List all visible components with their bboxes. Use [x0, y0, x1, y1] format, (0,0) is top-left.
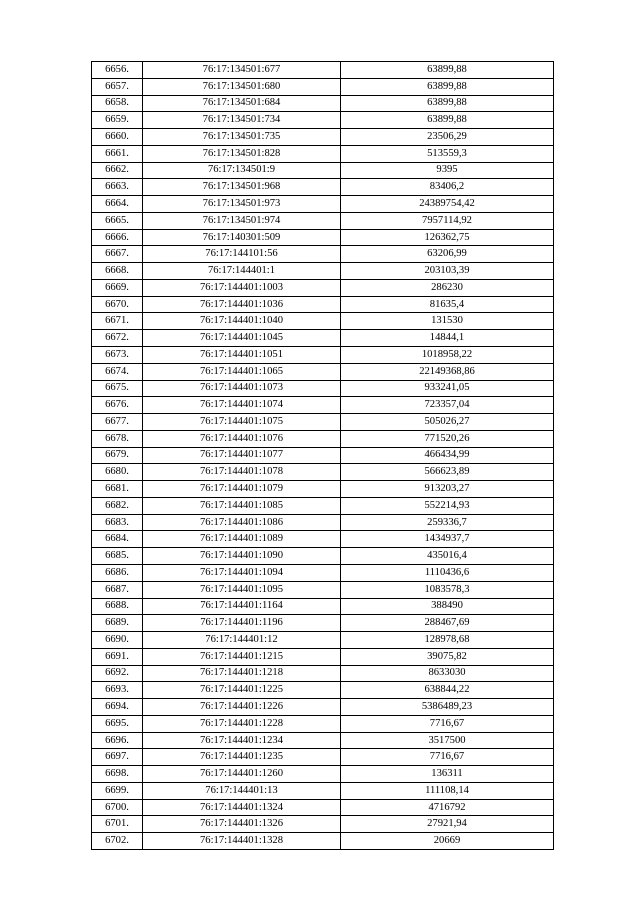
cadastral-number-cell: 76:17:134501:734: [143, 112, 341, 129]
value-cell: 7716,67: [341, 749, 554, 766]
table-row: [92, 497, 554, 514]
value-cell: 39075,82: [341, 648, 554, 665]
cadastral-number-cell: 76:17:134501:828: [143, 145, 341, 162]
cadastral-number-cell: 76:17:144401:1077: [143, 447, 341, 464]
table-row: [92, 732, 554, 749]
table-row: [92, 699, 554, 716]
row-number-cell: 6663.: [92, 179, 143, 196]
table-row: [92, 330, 554, 347]
value-cell: 63899,88: [341, 95, 554, 112]
value-cell: 1110436,6: [341, 564, 554, 581]
cadastral-number-cell: 76:17:144401:1078: [143, 464, 341, 481]
cadastral-number-cell: 76:17:144401:1215: [143, 648, 341, 665]
table-row: [92, 179, 554, 196]
cadastral-number-cell: 76:17:144401:1040: [143, 313, 341, 330]
row-number-cell: 6701.: [92, 816, 143, 833]
value-cell: 388490: [341, 598, 554, 615]
value-cell: 8633030: [341, 665, 554, 682]
row-number-cell: 6667.: [92, 246, 143, 263]
row-number-cell: 6662.: [92, 162, 143, 179]
cadastral-number-cell: 76:17:144401:1095: [143, 581, 341, 598]
row-number-cell: 6685.: [92, 548, 143, 565]
cadastral-number-cell: 76:17:144401:13: [143, 782, 341, 799]
value-cell: 81635,4: [341, 296, 554, 313]
value-cell: 3517500: [341, 732, 554, 749]
row-number-cell: 6666.: [92, 229, 143, 246]
value-cell: 203103,39: [341, 263, 554, 280]
value-cell: 552214,93: [341, 497, 554, 514]
cadastral-number-cell: 76:17:144401:1090: [143, 548, 341, 565]
table-row: [92, 380, 554, 397]
table-row: [92, 296, 554, 313]
row-number-cell: 6694.: [92, 699, 143, 716]
cadastral-number-cell: 76:17:144401:1085: [143, 497, 341, 514]
value-cell: 513559,3: [341, 145, 554, 162]
table-row: [92, 112, 554, 129]
value-cell: 63899,88: [341, 62, 554, 79]
value-cell: 933241,05: [341, 380, 554, 397]
table-row: [92, 615, 554, 632]
table-row: [92, 229, 554, 246]
table-row: [92, 212, 554, 229]
table-row: [92, 62, 554, 79]
value-cell: 131530: [341, 313, 554, 330]
row-number-cell: 6684.: [92, 531, 143, 548]
row-number-cell: 6700.: [92, 799, 143, 816]
table-row: [92, 196, 554, 213]
cadastral-number-cell: 76:17:144401:1079: [143, 481, 341, 498]
row-number-cell: 6659.: [92, 112, 143, 129]
table-row: [92, 162, 554, 179]
cadastral-number-cell: 76:17:144401:1073: [143, 380, 341, 397]
cadastral-number-cell: 76:17:144401:1089: [143, 531, 341, 548]
table-row: [92, 414, 554, 431]
cadastral-number-cell: 76:17:144401:1226: [143, 699, 341, 716]
cadastral-number-cell: 76:17:144401:1036: [143, 296, 341, 313]
row-number-cell: 6672.: [92, 330, 143, 347]
value-cell: 1018958,22: [341, 347, 554, 364]
value-cell: 1434937,7: [341, 531, 554, 548]
table-row: [92, 129, 554, 146]
value-cell: 7716,67: [341, 715, 554, 732]
value-cell: 4716792: [341, 799, 554, 816]
cadastral-number-cell: 76:17:144401:1234: [143, 732, 341, 749]
value-cell: 435016,4: [341, 548, 554, 565]
row-number-cell: 6673.: [92, 347, 143, 364]
row-number-cell: 6678.: [92, 430, 143, 447]
value-cell: 128978,68: [341, 632, 554, 649]
table-body: [92, 62, 554, 850]
row-number-cell: 6658.: [92, 95, 143, 112]
table-row: [92, 598, 554, 615]
cadastral-number-cell: 76:17:144401:1324: [143, 799, 341, 816]
value-cell: 63899,88: [341, 78, 554, 95]
row-number-cell: 6702.: [92, 833, 143, 850]
row-number-cell: 6677.: [92, 414, 143, 431]
cadastral-number-cell: 76:17:144401:12: [143, 632, 341, 649]
row-number-cell: 6656.: [92, 62, 143, 79]
table-row: [92, 581, 554, 598]
row-number-cell: 6676.: [92, 397, 143, 414]
cadastral-number-cell: 76:17:144401:1225: [143, 682, 341, 699]
row-number-cell: 6697.: [92, 749, 143, 766]
row-number-cell: 6696.: [92, 732, 143, 749]
value-cell: 505026,27: [341, 414, 554, 431]
cadastral-number-cell: 76:17:144401:1076: [143, 430, 341, 447]
cadastral-number-cell: 76:17:134501:973: [143, 196, 341, 213]
cadastral-number-cell: 76:17:144401:1086: [143, 514, 341, 531]
row-number-cell: 6665.: [92, 212, 143, 229]
value-cell: 63899,88: [341, 112, 554, 129]
row-number-cell: 6657.: [92, 78, 143, 95]
row-number-cell: 6693.: [92, 682, 143, 699]
row-number-cell: 6674.: [92, 363, 143, 380]
cadastral-number-cell: 76:17:140301:509: [143, 229, 341, 246]
row-number-cell: 6681.: [92, 481, 143, 498]
row-number-cell: 6668.: [92, 263, 143, 280]
row-number-cell: 6686.: [92, 564, 143, 581]
table-row: [92, 632, 554, 649]
value-cell: 1083578,3: [341, 581, 554, 598]
value-cell: 7957114,92: [341, 212, 554, 229]
row-number-cell: 6690.: [92, 632, 143, 649]
table-row: [92, 95, 554, 112]
cadastral-number-cell: 76:17:134501:677: [143, 62, 341, 79]
cadastral-number-cell: 76:17:134501:9: [143, 162, 341, 179]
table-row: [92, 833, 554, 850]
row-number-cell: 6687.: [92, 581, 143, 598]
table-row: [92, 347, 554, 364]
row-number-cell: 6691.: [92, 648, 143, 665]
cadastral-number-cell: 76:17:134501:968: [143, 179, 341, 196]
cadastral-value-table: [91, 61, 554, 850]
cadastral-number-cell: 76:17:144101:56: [143, 246, 341, 263]
value-cell: 83406,2: [341, 179, 554, 196]
value-cell: 5386489,23: [341, 699, 554, 716]
table-row: [92, 279, 554, 296]
value-cell: 466434,99: [341, 447, 554, 464]
value-cell: 24389754,42: [341, 196, 554, 213]
table-row: [92, 665, 554, 682]
value-cell: 566623,89: [341, 464, 554, 481]
row-number-cell: 6680.: [92, 464, 143, 481]
table-row: [92, 749, 554, 766]
value-cell: 111108,14: [341, 782, 554, 799]
table-row: [92, 715, 554, 732]
value-cell: 638844,22: [341, 682, 554, 699]
row-number-cell: 6692.: [92, 665, 143, 682]
value-cell: 22149368,86: [341, 363, 554, 380]
table-row: [92, 648, 554, 665]
row-number-cell: 6682.: [92, 497, 143, 514]
table-row: [92, 481, 554, 498]
table-row: [92, 447, 554, 464]
table-row: [92, 313, 554, 330]
table-row: [92, 246, 554, 263]
row-number-cell: 6689.: [92, 615, 143, 632]
table-row: [92, 782, 554, 799]
table-row: [92, 531, 554, 548]
row-number-cell: 6664.: [92, 196, 143, 213]
cadastral-number-cell: 76:17:144401:1075: [143, 414, 341, 431]
cadastral-number-cell: 76:17:144401:1326: [143, 816, 341, 833]
cadastral-number-cell: 76:17:144401:1228: [143, 715, 341, 732]
row-number-cell: 6660.: [92, 129, 143, 146]
table-row: [92, 514, 554, 531]
table-row: [92, 816, 554, 833]
row-number-cell: 6699.: [92, 782, 143, 799]
value-cell: 126362,75: [341, 229, 554, 246]
value-cell: 63206,99: [341, 246, 554, 263]
value-cell: 771520,26: [341, 430, 554, 447]
table-row: [92, 464, 554, 481]
table-row: [92, 145, 554, 162]
value-cell: 259336,7: [341, 514, 554, 531]
row-number-cell: 6695.: [92, 715, 143, 732]
cadastral-number-cell: 76:17:144401:1045: [143, 330, 341, 347]
row-number-cell: 6679.: [92, 447, 143, 464]
value-cell: 9395: [341, 162, 554, 179]
cadastral-number-cell: 76:17:134501:684: [143, 95, 341, 112]
cadastral-number-cell: 76:17:144401:1074: [143, 397, 341, 414]
table-row: [92, 548, 554, 565]
value-cell: 136311: [341, 766, 554, 783]
cadastral-number-cell: 76:17:144401:1003: [143, 279, 341, 296]
table-row: [92, 564, 554, 581]
table-row: [92, 78, 554, 95]
row-number-cell: 6688.: [92, 598, 143, 615]
row-number-cell: 6669.: [92, 279, 143, 296]
table-row: [92, 682, 554, 699]
value-cell: 23506,29: [341, 129, 554, 146]
cadastral-number-cell: 76:17:144401:1: [143, 263, 341, 280]
value-cell: 14844,1: [341, 330, 554, 347]
cadastral-number-cell: 76:17:144401:1260: [143, 766, 341, 783]
row-number-cell: 6670.: [92, 296, 143, 313]
cadastral-number-cell: 76:17:134501:974: [143, 212, 341, 229]
cadastral-number-cell: 76:17:144401:1065: [143, 363, 341, 380]
cadastral-number-cell: 76:17:144401:1164: [143, 598, 341, 615]
table-row: [92, 766, 554, 783]
row-number-cell: 6675.: [92, 380, 143, 397]
row-number-cell: 6671.: [92, 313, 143, 330]
value-cell: 723357,04: [341, 397, 554, 414]
row-number-cell: 6683.: [92, 514, 143, 531]
row-number-cell: 6698.: [92, 766, 143, 783]
value-cell: 288467,69: [341, 615, 554, 632]
table-row: [92, 430, 554, 447]
cadastral-number-cell: 76:17:144401:1218: [143, 665, 341, 682]
cadastral-number-cell: 76:17:144401:1235: [143, 749, 341, 766]
cadastral-number-cell: 76:17:134501:735: [143, 129, 341, 146]
value-cell: 286230: [341, 279, 554, 296]
row-number-cell: 6661.: [92, 145, 143, 162]
cadastral-number-cell: 76:17:144401:1051: [143, 347, 341, 364]
table-row: [92, 363, 554, 380]
value-cell: 27921,94: [341, 816, 554, 833]
value-cell: 913203,27: [341, 481, 554, 498]
cadastral-number-cell: 76:17:144401:1328: [143, 833, 341, 850]
value-cell: 20669: [341, 833, 554, 850]
cadastral-number-cell: 76:17:144401:1094: [143, 564, 341, 581]
cadastral-number-cell: 76:17:144401:1196: [143, 615, 341, 632]
cadastral-number-cell: 76:17:134501:680: [143, 78, 341, 95]
table-row: [92, 263, 554, 280]
table-row: [92, 397, 554, 414]
table-row: [92, 799, 554, 816]
